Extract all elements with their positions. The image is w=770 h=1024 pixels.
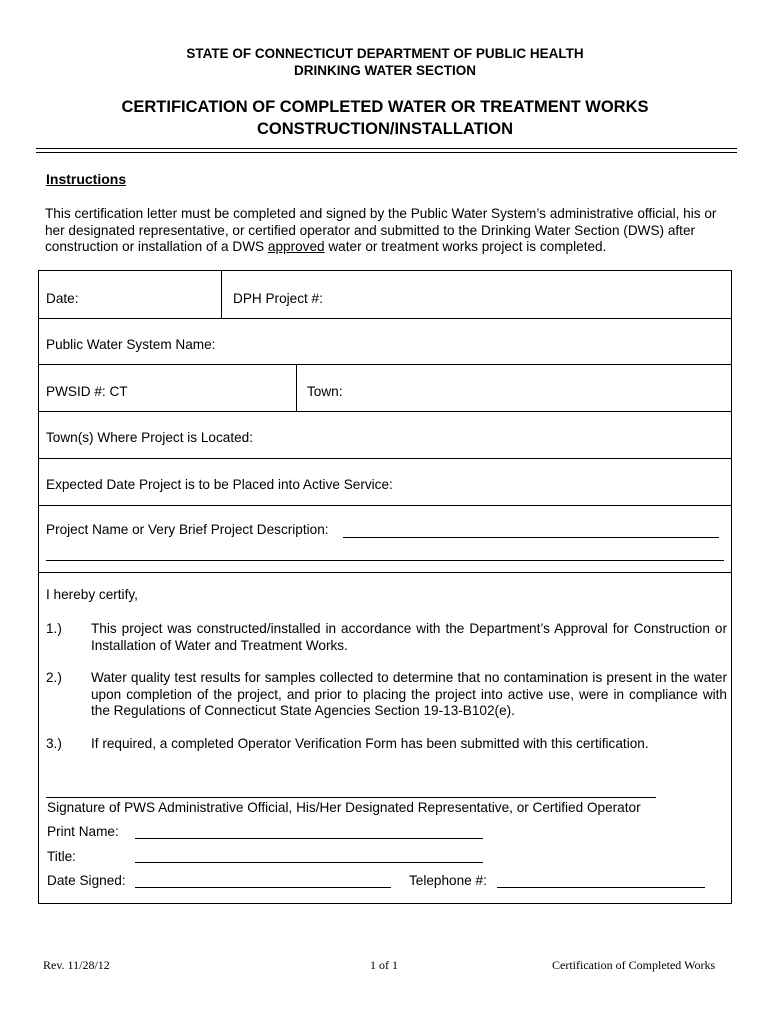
instructions-text <box>45 206 727 256</box>
town-field[interactable]: Town: <box>307 384 343 399</box>
project-towns-field[interactable]: Town(s) Where Project is Located: <box>46 430 254 445</box>
title-rule-top <box>36 148 737 149</box>
signature-line[interactable] <box>46 797 656 798</box>
section-name: DRINKING WATER SECTION <box>294 63 476 78</box>
row-system-name <box>39 319 731 365</box>
print-name-line[interactable] <box>135 838 483 839</box>
item-1-text: This project was constructed/installed in accordance with the Department’s Approval for Construction or Installation of Water and Treatment Works. <box>91 621 727 653</box>
instructions-heading: Instructions <box>46 171 127 187</box>
date-signed-label: Date Signed: <box>47 873 126 888</box>
signature-caption: Signature of PWS Administrative Official, His/Her Designated Representative, or Certified Operator <box>47 800 641 815</box>
instructions-approved: approved <box>267 239 325 254</box>
telephone-label: Telephone #: <box>409 873 487 888</box>
row-project-towns <box>39 412 731 459</box>
title-rule-bottom <box>36 152 737 153</box>
certification-form <box>38 270 732 904</box>
item-2-text: Water quality test results for samples collected to determine that no contamination is present in the water upon completion of the project, and prior to placing the project into active use, were in compliance with the Regulations of Connecticut State Agencies Section 19-13-B102(e). <box>91 670 727 718</box>
row-description <box>39 506 731 573</box>
row-active-date <box>39 459 731 506</box>
description-label: Project Name or Very Brief Project Description: <box>46 522 329 537</box>
description-line-2[interactable] <box>46 560 724 561</box>
print-name-label: Print Name: <box>47 824 119 839</box>
item-3-number: 3.) <box>46 736 62 751</box>
instructions-text-start: This certification letter must be completed and signed by the Public Water System’s administrative official, his or her designated representative, or certified operator and submitted to the Drinking Water Section (DWS) after construction or installation of a DWS <box>45 206 717 254</box>
agency-header <box>0 45 770 79</box>
date-field[interactable]: Date: <box>46 291 79 306</box>
title-line-1: CERTIFICATION OF COMPLETED WATER OR TREATMENT WORKS <box>121 98 649 116</box>
item-2-number: 2.) <box>46 670 62 685</box>
item-3-text: If required, a completed Operator Verification Form has been submitted with this certification. <box>91 736 649 751</box>
description-line-1[interactable] <box>343 537 719 538</box>
title-label: Title: <box>47 849 76 864</box>
title-line-2: CONSTRUCTION/INSTALLATION <box>256 120 514 138</box>
agency-name: STATE OF CONNECTICUT DEPARTMENT OF PUBLIC HEALTH <box>186 46 584 61</box>
instructions-text-end: water or treatment works project is completed. <box>324 239 607 254</box>
item-1-number: 1.) <box>46 621 62 636</box>
row-divider <box>296 365 297 411</box>
telephone-line[interactable] <box>497 887 705 888</box>
footer-revision: Rev. 11/28/12 <box>43 958 110 972</box>
row-date-project <box>39 271 731 319</box>
dph-project-field[interactable]: DPH Project #: <box>233 291 323 306</box>
system-name-field[interactable]: Public Water System Name: <box>46 337 216 352</box>
row-divider <box>221 271 222 318</box>
footer-page-number: 1 of 1 <box>370 958 398 972</box>
active-date-field[interactable]: Expected Date Project is to be Placed into Active Service: <box>46 477 393 492</box>
document-title <box>0 96 770 140</box>
footer-document-name: Certification of Completed Works <box>552 958 716 972</box>
date-signed-line[interactable] <box>135 887 391 888</box>
pwsid-field[interactable]: PWSID #: CT <box>46 384 128 399</box>
row-pwsid-town <box>39 365 731 412</box>
title-line[interactable] <box>135 862 483 863</box>
certify-intro: I hereby certify, <box>46 587 138 602</box>
